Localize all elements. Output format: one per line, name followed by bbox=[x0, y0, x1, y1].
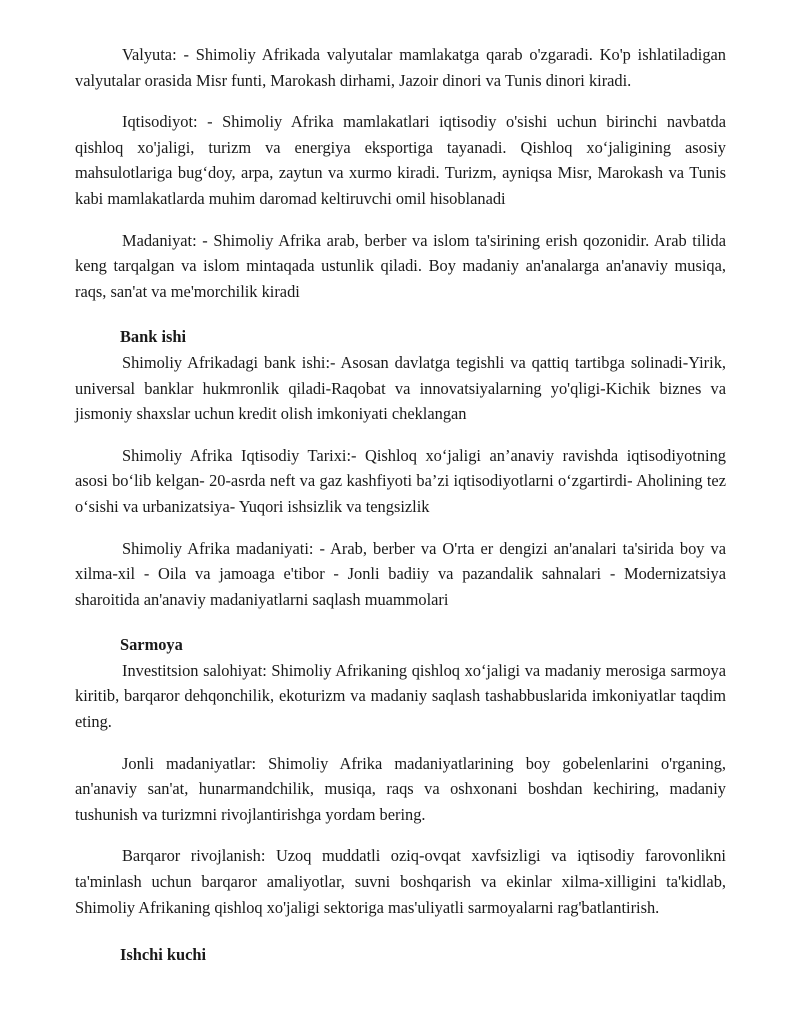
paragraph-investitsion: Investitsion salohiyat: Shimoliy Afrikaning qishloq xo‘jaligi va madaniy merosiga sarmoya kiritib, barqaror dehqonchilik, ekoturizm va madaniy saqlash tashabbuslarida imkoniyatlar taqdim eting. bbox=[75, 660, 726, 732]
paragraph-bank-ishi: Shimoliy Afrikadagi bank ishi:- Asosan davlatga tegishli va qattiq tartibga solinadi-Yirik, universal banklar hukmronlik qiladi-Raqobat va innovatsiyalarning yo'qligi-Kichik biznes va jismoniy shaxslar uchun kredit olish imkoniyati cheklangan bbox=[75, 352, 726, 424]
heading-ishchi-kuchi: Ishchi kuchi bbox=[120, 945, 207, 965]
paragraph-iqtisodiy-tarix: Shimoliy Afrika Iqtisodiy Tarixi:- Qishloq xo‘jaligi an’anaviy ravishda iqtisodiyotning asosi bo‘lib kelgan- 20-asrda neft va gaz kashfiyoti ba’zi iqtisodiyotlarni o‘zgartirdi- Aholining tez o‘sishi va urbanizatsiya- Yuqori ishsizlik va tengsizlik bbox=[75, 445, 726, 516]
paragraph-barqaror: Barqaror rivojlanish: Uzoq muddatli oziq-ovqat xavfsizligi va iqtisodiy farovonlikni ta'minlash uchun barqaror amaliyotlar, suvni boshqarish va ekinlar xilma-xilligini ta'kidlab, Shimoliy Afrikaning qishloq xo'jaligi sektoriga mas'uliyatli sarmoyalarni rag'batlantirish. bbox=[75, 846, 726, 917]
paragraph-madaniyati: Shimoliy Afrika madaniyati: - Arab, berber va O'rta er dengizi an'analari ta'sirida boy va xilma-xil - Oila va jamoaga e'tibor - Jonli badiiy va pazandalik sahnalari - Modernizatsiya sharoitida an'anaviy madaniyatlarni saqlash muammolari bbox=[75, 538, 726, 609]
paragraph-valyuta: Valyuta: - Shimoliy Afrikada valyutalar mamlakatga qarab o'zgaradi. Ko'p ishlatiladigan valyutalar orasida Misr funti, Marokash dirhami, Jazoir dinori va Tunis dinori kiradi. bbox=[75, 45, 726, 90]
paragraph-madaniyat: Madaniyat: - Shimoliy Afrika arab, berber va islom ta'sirining erish qozonidir. Arab tilida keng tarqalgan va islom mintaqada ustunlik qiladi. Boy madaniy an'analarga an'anaviy musiqa, raqs, san'at va me'morchilik kiradi bbox=[75, 230, 726, 301]
paragraph-iqtisodiyot: Iqtisodiyot: - Shimoliy Afrika mamlakatlari iqtisodiy o'sishi uchun birinchi navbatda qishloq xo'jaligi, turizm va energiya eksportiga tayanadi. Qishloq xo‘jaligining asosiy mahsulotlariga bug‘doy, arpa, zaytun va xurmo kiradi. Turizm, ayniqsa Misr, Marokash va Tunis kabi mamlakatlarda muhim daromad keltiruvchi omil hisoblanadi bbox=[75, 112, 726, 208]
heading-bank-ishi: Bank ishi bbox=[120, 327, 187, 347]
document-page bbox=[75, 42, 726, 968]
heading-sarmoya: Sarmoya bbox=[120, 635, 183, 655]
paragraph-jonli-madaniyatlar: Jonli madaniyatlar: Shimoliy Afrika madaniyatlarining boy gobelenlarini o'rganing, an'anaviy san'at, hunarmandchilik, musiqa, raqs va oshxonani boshdan kechiring, madaniy tushunish va turizmni rivojlantirishga yordam bering. bbox=[75, 753, 726, 824]
